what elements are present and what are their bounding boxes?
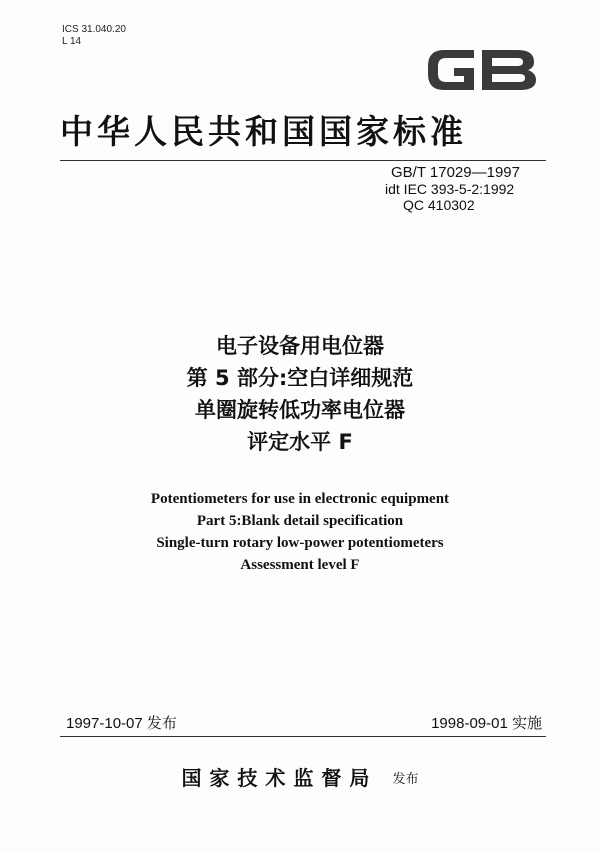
zh-title-line: 第 5 部分:空白详细规范 [186, 366, 414, 390]
bottom-divider [60, 736, 546, 737]
en-title-line: Part 5:Blank detail specification [196, 513, 404, 529]
ccs-code: L 14 [62, 36, 82, 47]
en-title-line: Assessment level F [240, 557, 360, 573]
ics-code: ICS 31.040.20 [62, 24, 126, 35]
en-title-line: Potentiometers for use in electronic equipment [150, 491, 450, 507]
issue-date: 1997-10-07 发布 [66, 715, 177, 732]
publish-action: 发布 [392, 772, 419, 787]
zh-title-line: 单圈旋转低功率电位器 [195, 398, 405, 422]
gb-logo [422, 40, 542, 100]
english-title-block [0, 488, 600, 576]
national-standard-title: 中华人民共和国国家标准 [60, 112, 467, 151]
zh-title-line: 评定水平 F [247, 430, 353, 454]
publisher-line [0, 762, 600, 791]
chinese-title-block [0, 330, 600, 458]
standard-number: GB/T 17029—1997 [391, 164, 520, 181]
standard-numbers [385, 165, 520, 213]
zh-title-line: 电子设备用电位器 [216, 334, 384, 358]
publisher-org: 国家技术监督局 [181, 766, 378, 790]
implementation-date: 1998-09-01 实施 [431, 715, 542, 732]
top-divider [60, 160, 546, 161]
qc-reference: QC 410302 [403, 197, 475, 213]
en-title-line: Single-turn rotary low-power potentiometers [156, 535, 444, 551]
idt-reference: idt IEC 393-5-2:1992 [385, 181, 515, 197]
classification-codes [62, 24, 126, 48]
